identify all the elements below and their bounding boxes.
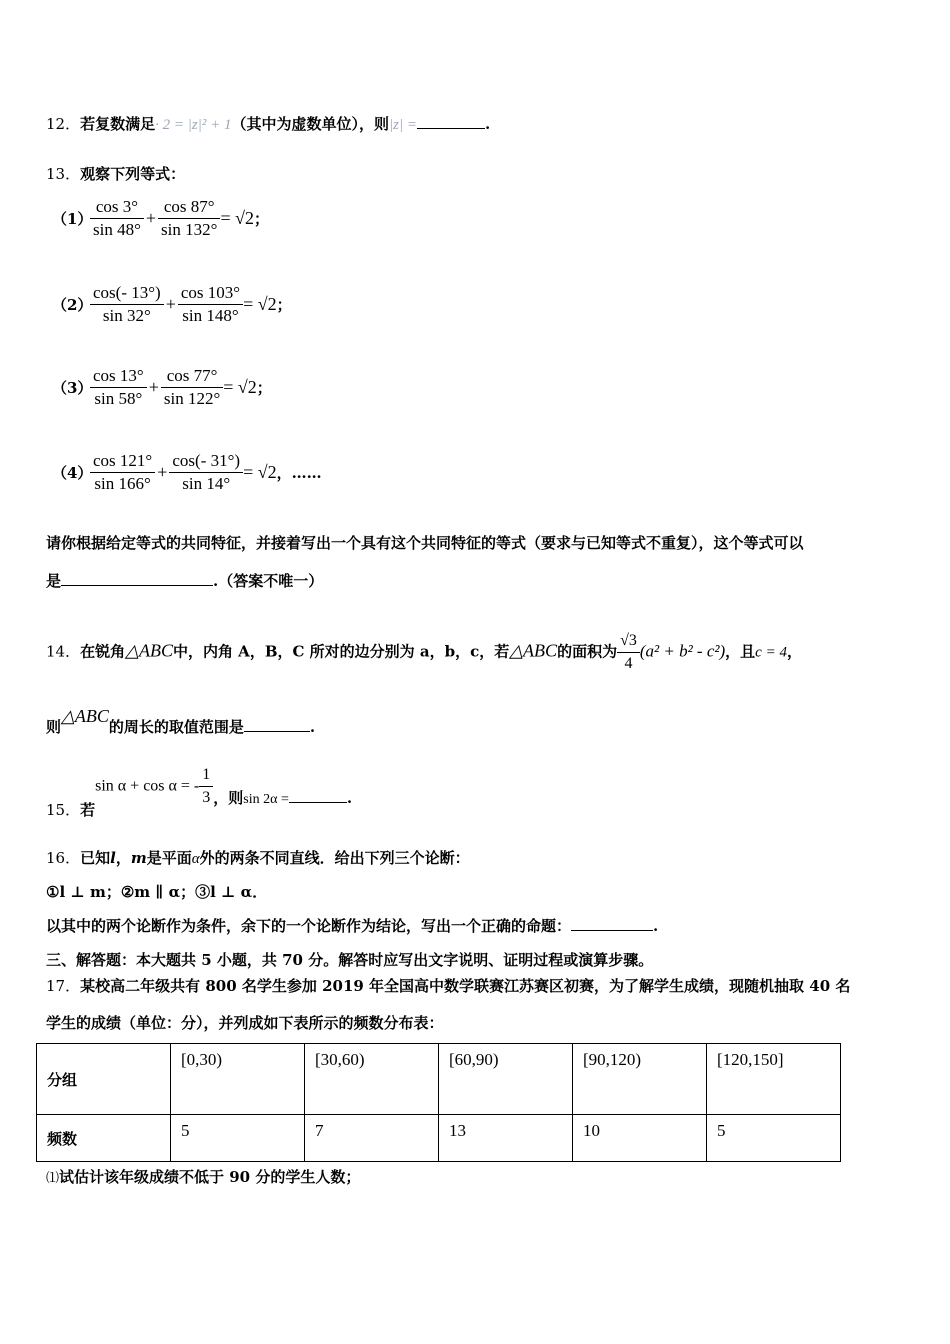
table-header-cell: 频数: [37, 1115, 171, 1162]
q16-prompt: 以其中的两个论断作为条件，余下的一个论断作为结论，写出一个正确的命题： .: [46, 917, 659, 935]
equation-2: （2） $\frac{\cos(- 13^\circ)}{\sin 32^\circ}$ + $\frac{\cos 103^\circ}{\sin 148^\circ}$ = √2；: [52, 283, 292, 325]
question-16: 16．已知l，m是平面α外的两条不同直线．给出下列三个论断：: [46, 849, 470, 867]
q13-prompt-line1: 请你根据给定等式的共同特征，并接着写出一个具有这个共同特征的等式（要求与已知等式不重复），这个等式可以: [46, 534, 804, 552]
question-17: 17．某校高二年级共有 800 名学生参加 2019 年全国高中数学联赛江苏赛区初赛，为了解学生成绩，现随机抽取 40 名: [46, 977, 851, 995]
table-cell: 5: [171, 1115, 305, 1162]
question-14-line2: 则△ABC的周长的取值范围是 .: [46, 706, 316, 736]
table-cell: [120,150]: [707, 1044, 841, 1115]
equation-1: （1） $\frac{\cos 3^\circ}{\sin 48^\circ}$ + $\frac{\cos 87^\circ}{\sin 132^\circ}$ = √2；: [52, 197, 269, 239]
fraction: $\frac{√3}{4}$: [617, 630, 640, 675]
question-15: 15．若sin α + cos α = - $\frac{1}{3}$ ，则sin 2α = .: [46, 766, 353, 819]
fraction: $\frac{\cos 103^\circ}{\sin 148^\circ}$: [178, 282, 243, 327]
answer-blank[interactable]: [61, 571, 213, 586]
table-cell: [60,90): [439, 1044, 573, 1115]
q12-equation: · 2 = |z|² + 1: [155, 117, 232, 133]
question-13: 13．观察下列等式：: [46, 165, 186, 183]
rhs: = √2: [220, 208, 254, 228]
question-14: 14．在锐角△ABC中，内角 A，B，C 所对的边分别为 a，b，c，若△ABC的面积为 $\frac{√3}{4}$ (a² + b² - c²)，且c = 4，: [46, 630, 802, 675]
table-cell: 7: [305, 1115, 439, 1162]
table-cell: 13: [439, 1115, 573, 1162]
rhs: = √2: [243, 462, 277, 482]
equation-4: （4） $\frac{\cos 121^\circ}{\sin 166^\circ}$ + $\frac{\cos(- 31^\circ)}{\sin 14^\circ}$ = √2，……: [52, 451, 322, 493]
answer-blank[interactable]: [571, 916, 653, 931]
equation-3: （3） $\frac{\cos 13^\circ}{\sin 58^\circ}$ + $\frac{\cos 77^\circ}{\sin 122^\circ}$ = √2；: [52, 366, 272, 408]
table-row: [37, 1115, 841, 1162]
table-cell: 10: [573, 1115, 707, 1162]
fraction: $\frac{\cos 13^\circ}{\sin 58^\circ}$: [90, 365, 147, 410]
rhs: = √2: [243, 294, 277, 314]
fraction: $\frac{1}{3}$: [199, 764, 213, 809]
table-cell: [30,60): [305, 1044, 439, 1115]
fraction: $\frac{\cos(- 13^\circ)}{\sin 32^\circ}$: [90, 282, 164, 327]
q17-subquestion-1: ⑴试估计该年级成绩不低于 90 分的学生人数；: [46, 1168, 361, 1186]
frequency-table: [36, 1043, 841, 1162]
table-cell: [90,120): [573, 1044, 707, 1115]
question-17-line2: 学生的成绩（单位：分），并列成如下表所示的频数分布表：: [46, 1014, 444, 1032]
fraction: $\frac{\cos 121^\circ}{\sin 166^\circ}$: [90, 450, 155, 495]
q16-conditions: ①l ⊥ m；②m ∥ α；③l ⊥ α．: [46, 883, 268, 901]
table-row: [37, 1044, 841, 1115]
fraction: $\frac{\cos(- 31^\circ)}{\sin 14^\circ}$: [169, 450, 243, 495]
fraction: $\frac{\cos 87^\circ}{\sin 132^\circ}$: [158, 196, 220, 241]
rhs: = √2: [223, 377, 257, 397]
fraction: $\frac{\cos 3^\circ}{\sin 48^\circ}$: [90, 196, 144, 241]
answer-blank[interactable]: [289, 788, 347, 803]
question-12: 12．若复数满足· 2 = |z|² + 1（其中为虚数单位），则|z| = .: [46, 115, 491, 133]
answer-blank[interactable]: [417, 114, 485, 129]
table-header-cell: 分组: [37, 1044, 171, 1115]
fraction: $\frac{\cos 77^\circ}{\sin 122^\circ}$: [161, 365, 223, 410]
table-cell: [0,30): [171, 1044, 305, 1115]
table-cell: 5: [707, 1115, 841, 1162]
q13-prompt-line2: 是 .（答案不唯一）: [46, 572, 324, 590]
answer-blank[interactable]: [244, 717, 310, 732]
section-heading: 三、解答题：本大题共 5 小题，共 70 分。解答时应写出文字说明、证明过程或演算步骤。: [46, 951, 654, 969]
